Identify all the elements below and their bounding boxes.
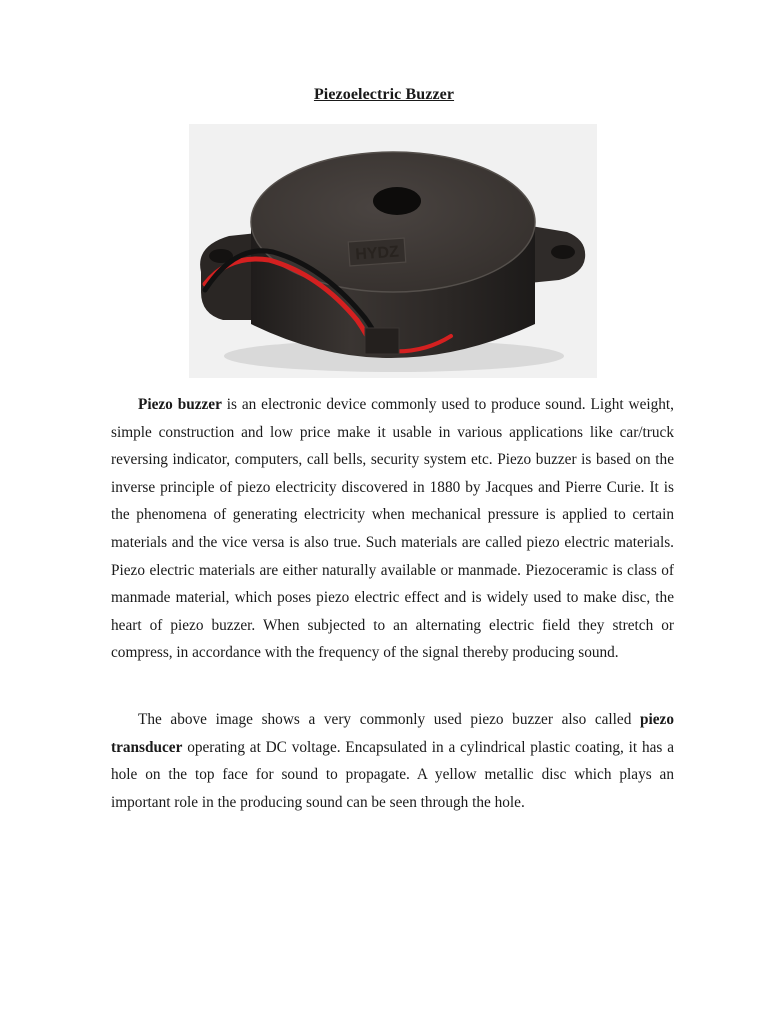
svg-text:HYDZ: HYDZ <box>354 243 400 264</box>
paragraph-2-text-before: The above image shows a very commonly used piezo buzzer also called <box>138 711 640 728</box>
page-title: Piezoelectric Buzzer <box>313 86 455 103</box>
buzzer-photo <box>189 124 597 378</box>
piezo-buzzer-illustration <box>189 124 597 378</box>
paragraph-1-bold-lead: Piezo buzzer <box>138 396 222 413</box>
right-mount-hole <box>551 245 575 259</box>
embossed-logo <box>348 238 406 266</box>
paragraph-2-text-after: operating at DC voltage. Encapsulated in a cylindrical plastic coating, it has a hole on the top face for sound to propagate. A yellow metallic disc which plays an important role in the producing sound can be seen through the hole. <box>111 738 674 811</box>
paragraph-2 <box>111 706 674 816</box>
sound-hole <box>373 187 421 215</box>
paragraph-1-text: is an electronic device commonly used to produce sound. Light weight, simple construction and low price make it usable in various applications like car/truck reversing indicator, computers, call bells, security system etc. Piezo buzzer is based on the inverse principle of piezo electricity discovered in 1880 by Jacques and Pierre Curie. It is the phenomena of generating electricity when mechanical pressure is applied to certain materials and the vice versa is also true. Such materials are called piezo electric materials. Piezo electric materials are either naturally available or manmade. Piezoceramic is class of manmade material, which poses piezo electric effect and is widely used to make disc, the heart of piezo buzzer. When subjected to an alternating electric field they stretch or compress, in accordance with the frequency of the signal thereby producing sound. <box>111 396 674 662</box>
paragraph-1 <box>111 391 674 667</box>
paragraph-2-bold-term: piezo transducer <box>111 711 674 756</box>
wire-clip <box>365 328 399 354</box>
